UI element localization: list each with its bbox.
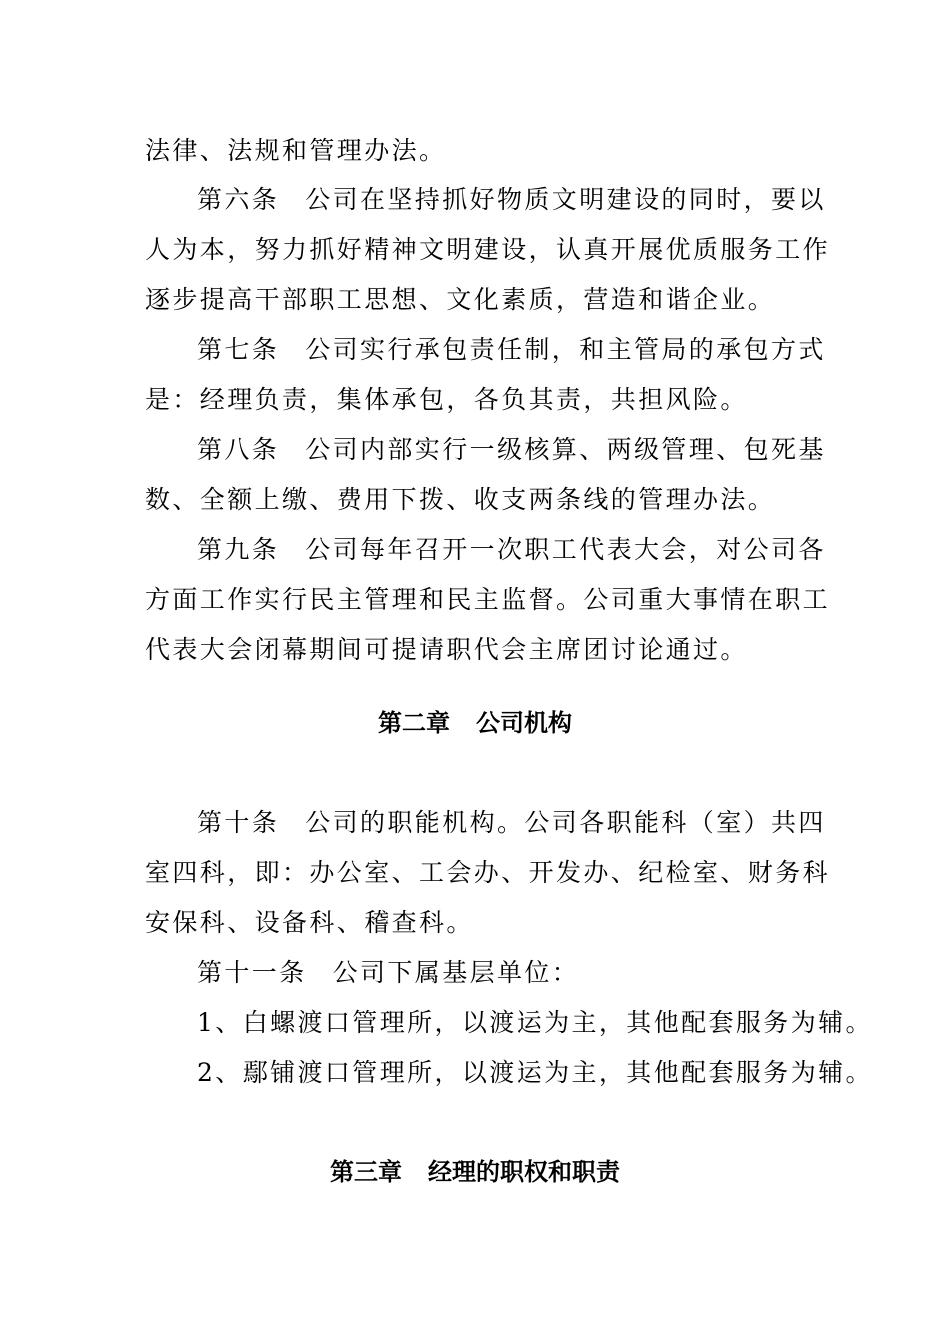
line-text: 逐步提高干部职工思想、文化素质，营造和谐企业。 (145, 285, 776, 314)
line-text: 1、白螺渡口管理所，以渡运为主，其他配套服务为辅。 (197, 1008, 873, 1037)
article-9-line (197, 533, 826, 567)
article-number: 第十一条 (197, 958, 307, 987)
list-item (197, 1056, 873, 1090)
article-number: 第六条 (197, 185, 280, 214)
chapter-number: 第三章 (330, 1158, 402, 1186)
chapter-number: 第二章 (378, 709, 450, 737)
list-item (197, 1006, 873, 1040)
article-7-line (197, 333, 826, 367)
article-8-line (145, 483, 775, 517)
article-6-line (145, 233, 830, 267)
line-text: 方面工作实行民主管理和民主监督。公司重大事情在职工 (145, 585, 831, 614)
chapter-title: 公司机构 (476, 709, 572, 737)
line-text: 法律、法规和管理办法。 (145, 136, 447, 165)
line-text: 数、全额上缴、费用下拨、收支两条线的管理办法。 (145, 485, 776, 514)
line-text: 代表大会闭幕期间可提请职代会主席团讨论通过。 (145, 635, 748, 664)
paragraph-line (145, 134, 446, 168)
article-9-line (145, 583, 830, 617)
line-text: 公司下属基层单位： (332, 958, 580, 987)
line-text: 是：经理负责，集体承包，各负其责，共担风险。 (145, 385, 748, 414)
line-text: 人为本，努力抓好精神文明建设，认真开展优质服务工作 (145, 235, 831, 264)
line-text: 公司的职能机构。公司各职能科（室）共四 (305, 808, 826, 837)
article-number: 第七条 (197, 335, 280, 364)
article-number: 第十条 (197, 808, 280, 837)
chapter-3-heading (0, 1155, 950, 1189)
article-8-line (197, 433, 826, 467)
chapter-2-heading (0, 706, 950, 740)
article-10-line (197, 806, 826, 840)
article-7-line (145, 383, 748, 417)
article-number: 第八条 (197, 435, 280, 464)
line-text: 公司在坚持抓好物质文明建设的同时，要以 (305, 185, 826, 214)
article-6-line (145, 283, 775, 317)
article-10-line (145, 856, 830, 890)
article-11-line (197, 956, 579, 990)
line-text: 安保科、设备科、稽查科。 (145, 908, 474, 937)
line-text: 公司内部实行一级核算、两级管理、包死基 (305, 435, 826, 464)
line-text: 2、鄢铺渡口管理所，以渡运为主，其他配套服务为辅。 (197, 1058, 873, 1087)
line-text: 公司实行承包责任制，和主管局的承包方式 (305, 335, 826, 364)
article-9-line (145, 633, 748, 667)
article-10-line (145, 906, 474, 940)
article-number: 第九条 (197, 535, 280, 564)
line-text: 公司每年召开一次职工代表大会，对公司各 (305, 535, 826, 564)
chapter-title: 经理的职权和职责 (428, 1158, 620, 1186)
line-text: 室四科，即：办公室、工会办、开发办、纪检室、财务科 (145, 858, 831, 887)
article-6-line (197, 183, 826, 217)
